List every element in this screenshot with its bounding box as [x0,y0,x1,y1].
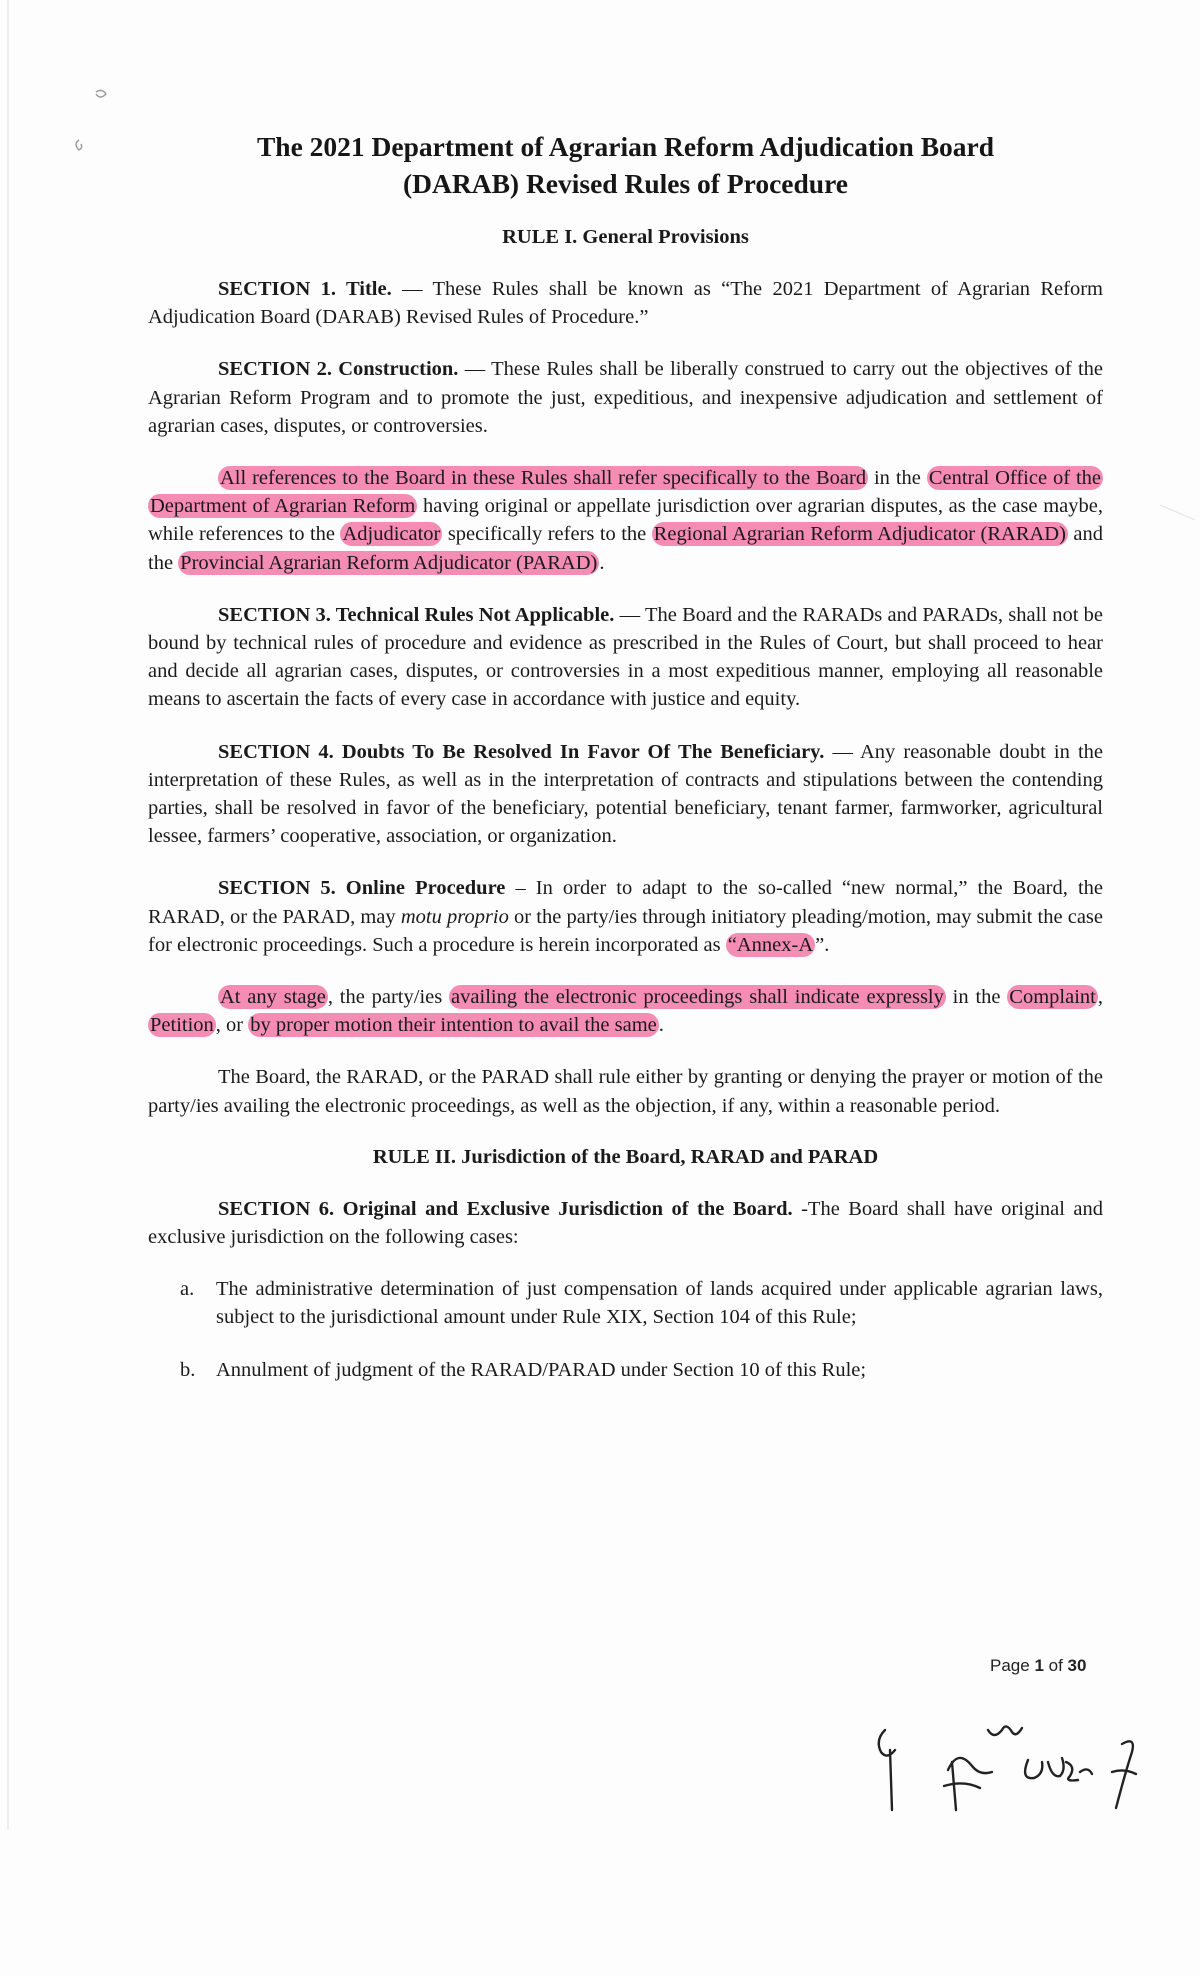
section-5-ruling-paragraph: The Board, the RARAD, or the PARAD shall rule either by granting or denying the prayer or motion of the party/ies availing the electronic proceedings, as well as the objection, if any, within a reasonable period. [148,1066,1103,1117]
section-3-title: SECTION 3. Technical Rules Not Applicable. [218,603,615,626]
section-5 [148,874,1103,959]
highlight-parad: Provincial Agrarian Reform Adjudicator (PARAD) [180,551,598,574]
text: or the party/ies through initiatory pleading/motion, may submit the case for electronic proceedings. Such a procedure is herein incorporated as [148,905,1103,956]
text: . [599,551,605,574]
list-item [180,1275,1103,1331]
italic-motu-proprio: motu proprio [400,905,509,928]
text: . [658,1014,664,1037]
text: , [1097,986,1103,1009]
highlight-petition: Petition [150,1014,214,1037]
highlight-complaint: Complaint [1009,986,1096,1009]
section-4-text: — Any reasonable doubt in the interpretation of these Rules, as well as in the interpretation of contracts and stipulations between the contending parties, shall be resolved in favor of the beneficiary, potential beneficiary, tenant farmer, farmworker, agricultural lessee, farmers’ cooperative, association, or organization. [148,740,1103,848]
list-item-text: The administrative determination of just compensation of lands acquired under applicable agrarian laws, subject to the jurisdictional amount under Rule XIX, Section 104 of this Rule; [216,1278,1103,1329]
text: in the [945,986,1008,1009]
highlight-electronic-proceedings: availing the electronic proceedings shall indicate expressly [451,986,944,1009]
list-item-marker: a. [180,1278,195,1301]
section-5-title: SECTION 5. Online Procedure [218,877,506,900]
page-number [990,1656,1086,1676]
title-line-1: The 2021 Department of Agrarian Reform Adjudication Board [256,131,995,162]
section-4 [148,738,1103,851]
section-3 [148,601,1103,714]
highlight-at-any-stage: At any stage [220,986,326,1009]
text: , or [215,1014,249,1037]
handwritten-initials-signature [860,1700,1190,1820]
section-2-references-paragraph [148,464,1103,577]
page-of: of [1043,1656,1068,1675]
text: and the [148,523,1103,574]
section-3-text: — The Board and the RARADs and PARADs, shall not be bound by technical rules of procedure and evidence as prescribed in the Rules of Court, but shall proceed to hear and decide all agrarian cases, disputes, or controversies in a most expeditious manner, employing all reasonable means to ascertain the facts of every case in accordance with justice and equity. [148,603,1103,711]
section-6 [148,1195,1103,1251]
text: ”. [815,933,830,956]
page-current: 1 [1034,1656,1044,1675]
section-6-text: -The Board shall have original and exclusive jurisdiction on the following cases: [148,1197,1104,1249]
page-total: 30 [1067,1656,1087,1675]
text: having original or appellate jurisdiction over agrarian disputes, as the case maybe, while references to the [148,495,1103,546]
text: in the [868,467,927,490]
rule-2-heading: RULE II. Jurisdiction of the Board, RARAD and PARAD [372,1145,879,1168]
list-item [180,1356,1103,1384]
highlight-annex-a: “Annex-A [727,933,814,956]
rule-1-heading: RULE I. General Provisions [502,226,749,248]
section-5-stage-paragraph [148,983,1103,1039]
list-item-marker: b. [180,1358,196,1381]
section-6-title: SECTION 6. Original and Exclusive Jurisdiction of the Board. [218,1197,793,1220]
highlight-board-references: All references to the Board in these Rules shall refer specifically to the Board [220,467,867,490]
document-body [148,128,1103,1408]
highlight-rarad: Regional Agrarian Reform Adjudicator (RARAD) [653,523,1066,546]
section-4-title: SECTION 4. Doubts To Be Resolved In Favor Of The Beneficiary. [218,740,825,763]
document-title [148,128,1103,202]
highlight-adjudicator: Adjudicator [342,523,441,546]
highlight-central-office: Central Office of the Department of Agrarian Reform [150,467,1101,518]
jurisdiction-list [148,1275,1103,1384]
section-2 [148,355,1103,440]
title-line-2: (DARAB) Revised Rules of Procedure [402,168,849,199]
text: , the party/ies [327,986,450,1009]
highlight-proper-motion: by proper motion their intention to avail the same [250,1014,657,1037]
text: specifically refers to the [442,523,652,546]
section-2-title: SECTION 2. Construction. [218,358,459,381]
text: – In order to adapt to the so-called “new normal,” the Board, the RARAD, or the PARAD, may [148,877,1103,928]
page-label: Page [990,1656,1035,1675]
section-1-title: SECTION 1. Title. [218,278,392,300]
section-1 [148,275,1103,331]
section-1-text: — These Rules shall be known as “The 2021 Department of Agrarian Reform Adjudication Board (DARAB) Revised Rules of Procedure.” [148,278,1104,329]
section-2-text: — These Rules shall be liberally construed to carry out the objectives of the Agrarian Reform Program and to promote the just, expeditious, and inexpensive adjudication and settlement of agrarian cases, disputes, or controversies. [148,358,1103,437]
list-item-text: Annulment of judgment of the RARAD/PARAD under Section 10 of this Rule; [216,1358,867,1381]
